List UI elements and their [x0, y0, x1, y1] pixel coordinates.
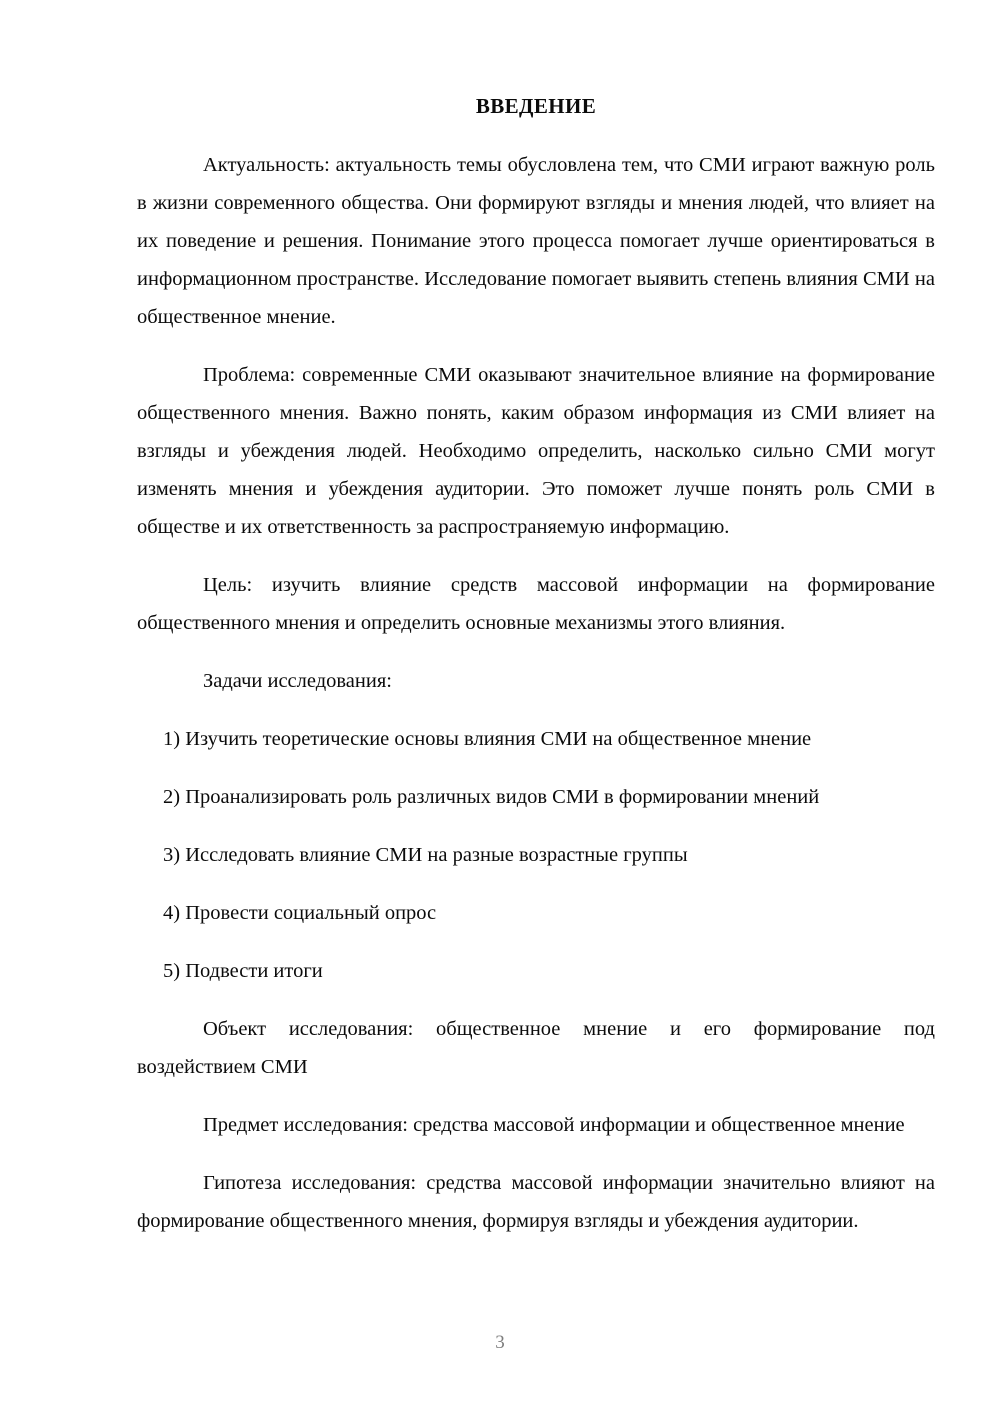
- task-item-5: 5) Подвести итоги: [163, 960, 323, 983]
- page-number: 3: [495, 1332, 505, 1353]
- paragraph-relevance: Актуальность: актуальность темы обусловлена тем, что СМИ играют важную роль в жизни современного общества. Они формируют взгляды и мнения людей, что влияет на их поведение и решения. Понимание этого процесса помогает лучше ориентироваться в информационном пространстве. Исследование помогает выявить степень влияния СМИ на общественное мнение.: [137, 154, 935, 329]
- paragraph-subject: Предмет исследования: средства массовой информации и общественное мнение: [203, 1114, 905, 1137]
- task-item-4: 4) Провести социальный опрос: [163, 902, 437, 925]
- task-item-2: 2) Проанализировать роль различных видов СМИ в формировании мнений: [163, 786, 820, 809]
- paragraph-problem: Проблема: современные СМИ оказывают значительное влияние на формирование общественного мнения. Важно понять, каким образом информация из СМИ влияет на взгляды и убеждения людей. Необходимо определить, насколько сильно СМИ могут изменять мнения и убеждения аудитории. Это поможет лучше понять роль СМИ в обществе и их ответственность за распространяемую информацию.: [137, 364, 935, 539]
- document-body: [137, 92, 935, 1240]
- paragraph-object: Объект исследования: общественное мнение и его формирование под воздействием СМИ: [137, 1018, 935, 1079]
- page-title: ВВЕДЕНИЕ: [475, 94, 597, 118]
- task-item-3: 3) Исследовать влияние СМИ на разные возрастные группы: [163, 844, 688, 867]
- paragraph-goal: Цель: изучить влияние средств массовой информации на формирование общественного мнения и определить основные механизмы этого влияния.: [137, 574, 935, 635]
- paragraph-hypothesis: Гипотеза исследования: средства массовой информации значительно влияют на формирование общественного мнения, формируя взгляды и убеждения аудитории.: [137, 1172, 935, 1233]
- task-item-1: 1) Изучить теоретические основы влияния СМИ на общественное мнение: [163, 728, 812, 751]
- tasks-heading: Задачи исследования:: [203, 670, 392, 693]
